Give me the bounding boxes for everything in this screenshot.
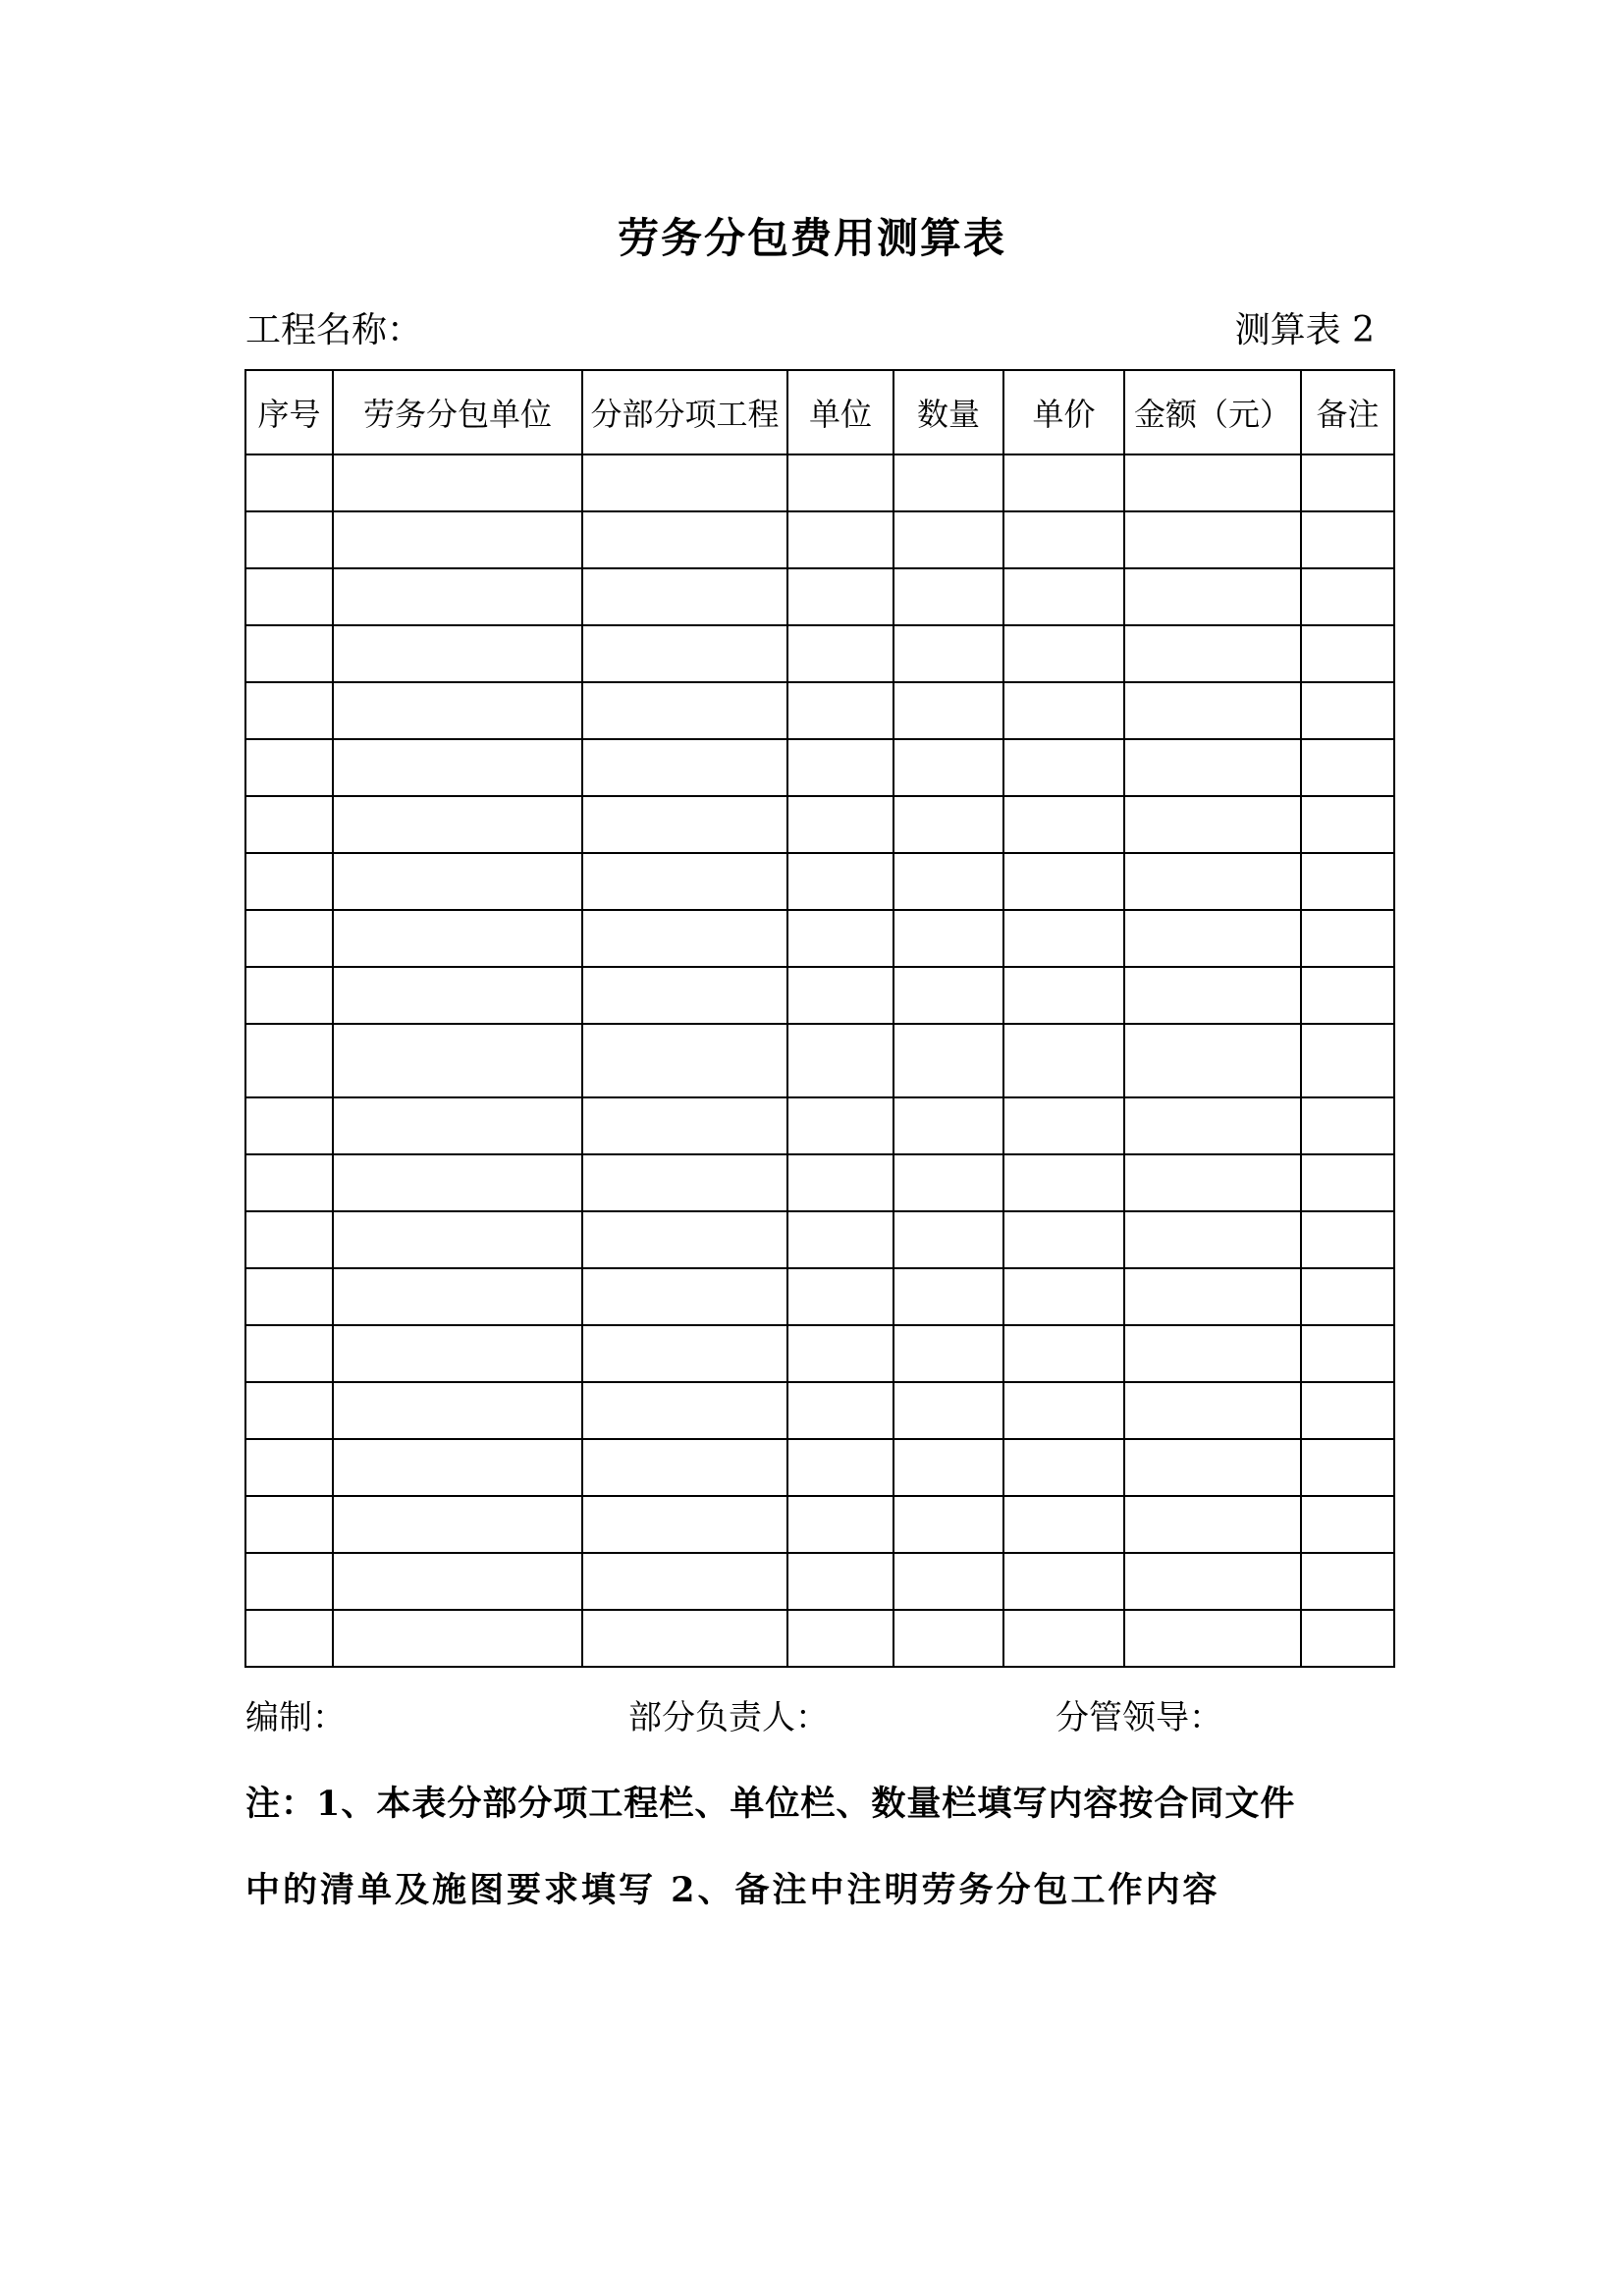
cell-subcontractor xyxy=(333,454,582,511)
cell-unit-price xyxy=(1003,1211,1124,1268)
cell-serial xyxy=(245,1024,333,1097)
cell-serial xyxy=(245,511,333,568)
cell-unit xyxy=(787,1097,893,1154)
cell-amount xyxy=(1124,682,1301,739)
cell-work-item xyxy=(582,625,787,682)
cell-unit-price xyxy=(1003,511,1124,568)
cell-amount xyxy=(1124,910,1301,967)
header-unit: 单位 xyxy=(787,370,893,454)
cell-work-item xyxy=(582,1268,787,1325)
cell-unit-price xyxy=(1003,796,1124,853)
cell-work-item xyxy=(582,454,787,511)
cell-remarks xyxy=(1301,454,1394,511)
cell-unit xyxy=(787,511,893,568)
cell-amount xyxy=(1124,1610,1301,1667)
cell-quantity xyxy=(893,1382,1003,1439)
cell-amount xyxy=(1124,454,1301,511)
cell-unit xyxy=(787,1496,893,1553)
cell-quantity xyxy=(893,1439,1003,1496)
cell-quantity xyxy=(893,910,1003,967)
table-row xyxy=(245,625,1394,682)
cell-serial xyxy=(245,1496,333,1553)
cell-remarks xyxy=(1301,1553,1394,1610)
cell-subcontractor xyxy=(333,1610,582,1667)
cell-amount xyxy=(1124,511,1301,568)
cell-unit-price xyxy=(1003,1496,1124,1553)
cell-remarks xyxy=(1301,1496,1394,1553)
cell-serial xyxy=(245,1211,333,1268)
header-amount: 金额（元） xyxy=(1124,370,1301,454)
table-row xyxy=(245,1610,1394,1667)
cell-unit xyxy=(787,796,893,853)
cell-unit xyxy=(787,1154,893,1211)
cell-serial xyxy=(245,739,333,796)
cell-remarks xyxy=(1301,739,1394,796)
cell-subcontractor xyxy=(333,1496,582,1553)
table-header-row xyxy=(245,370,1394,454)
table-row xyxy=(245,511,1394,568)
cell-amount xyxy=(1124,1553,1301,1610)
cell-serial xyxy=(245,454,333,511)
cell-unit-price xyxy=(1003,1382,1124,1439)
cell-subcontractor xyxy=(333,1211,582,1268)
cell-unit xyxy=(787,568,893,625)
cell-unit-price xyxy=(1003,1024,1124,1097)
cell-work-item xyxy=(582,1211,787,1268)
cell-serial xyxy=(245,1382,333,1439)
cell-work-item xyxy=(582,511,787,568)
cell-quantity xyxy=(893,853,1003,910)
table-row xyxy=(245,1553,1394,1610)
cell-amount xyxy=(1124,1325,1301,1382)
cell-amount xyxy=(1124,625,1301,682)
table-row xyxy=(245,1382,1394,1439)
cell-subcontractor xyxy=(333,568,582,625)
table-row xyxy=(245,1154,1394,1211)
cell-work-item xyxy=(582,853,787,910)
cell-quantity xyxy=(893,568,1003,625)
cell-quantity xyxy=(893,1097,1003,1154)
cell-remarks xyxy=(1301,853,1394,910)
cell-quantity xyxy=(893,1211,1003,1268)
page-title: 劳务分包费用测算表 xyxy=(617,214,1006,262)
cell-subcontractor xyxy=(333,511,582,568)
cell-quantity xyxy=(893,682,1003,739)
cell-serial xyxy=(245,853,333,910)
header-subcontractor: 劳务分包单位 xyxy=(333,370,582,454)
cell-remarks xyxy=(1301,568,1394,625)
cell-quantity xyxy=(893,739,1003,796)
cell-unit xyxy=(787,1325,893,1382)
cell-quantity xyxy=(893,1268,1003,1325)
cell-unit-price xyxy=(1003,1553,1124,1610)
cell-serial xyxy=(245,1097,333,1154)
table-row xyxy=(245,1097,1394,1154)
cell-subcontractor xyxy=(333,1325,582,1382)
header-unit-price: 单价 xyxy=(1003,370,1124,454)
cell-unit xyxy=(787,1268,893,1325)
cell-unit xyxy=(787,967,893,1024)
cell-quantity xyxy=(893,511,1003,568)
cell-amount xyxy=(1124,853,1301,910)
table-row xyxy=(245,910,1394,967)
cell-unit xyxy=(787,910,893,967)
cell-remarks xyxy=(1301,1154,1394,1211)
table-row xyxy=(245,1325,1394,1382)
cell-amount xyxy=(1124,967,1301,1024)
cost-estimate-table xyxy=(244,369,1395,1668)
cell-serial xyxy=(245,796,333,853)
cell-unit-price xyxy=(1003,1268,1124,1325)
cell-unit-price xyxy=(1003,910,1124,967)
cell-work-item xyxy=(582,739,787,796)
cell-amount xyxy=(1124,1439,1301,1496)
cell-unit xyxy=(787,739,893,796)
cell-amount xyxy=(1124,1496,1301,1553)
cell-quantity xyxy=(893,1496,1003,1553)
cell-amount xyxy=(1124,1268,1301,1325)
note-line-2: 中的清单及施图要求填写 2、备注中注明劳务分包工作内容 xyxy=(245,1870,1220,1910)
cell-quantity xyxy=(893,1024,1003,1097)
cell-subcontractor xyxy=(333,910,582,967)
cell-subcontractor xyxy=(333,853,582,910)
header-quantity: 数量 xyxy=(893,370,1003,454)
table-row xyxy=(245,1496,1394,1553)
cell-subcontractor xyxy=(333,625,582,682)
table-body xyxy=(245,454,1394,1667)
cell-remarks xyxy=(1301,1382,1394,1439)
table-row xyxy=(245,1211,1394,1268)
cell-serial xyxy=(245,1268,333,1325)
cell-subcontractor xyxy=(333,967,582,1024)
cell-subcontractor xyxy=(333,1553,582,1610)
cell-work-item xyxy=(582,910,787,967)
cell-unit-price xyxy=(1003,739,1124,796)
department-head-label: 部分负责人： xyxy=(628,1698,829,1737)
project-name-label: 工程名称： xyxy=(245,310,423,350)
cell-work-item xyxy=(582,682,787,739)
cell-work-item xyxy=(582,1024,787,1097)
cell-work-item xyxy=(582,1154,787,1211)
table-row xyxy=(245,796,1394,853)
cell-unit xyxy=(787,1382,893,1439)
cell-quantity xyxy=(893,796,1003,853)
header-serial: 序号 xyxy=(245,370,333,454)
cell-amount xyxy=(1124,1024,1301,1097)
cell-serial xyxy=(245,568,333,625)
cell-unit-price xyxy=(1003,1097,1124,1154)
cell-work-item xyxy=(582,1382,787,1439)
table-row xyxy=(245,739,1394,796)
cell-unit-price xyxy=(1003,625,1124,682)
cell-remarks xyxy=(1301,625,1394,682)
cell-unit xyxy=(787,682,893,739)
sheet-number-label: 测算表 2 xyxy=(1234,310,1375,350)
cell-amount xyxy=(1124,796,1301,853)
cell-quantity xyxy=(893,454,1003,511)
cell-unit-price xyxy=(1003,1154,1124,1211)
cell-remarks xyxy=(1301,1024,1394,1097)
cell-remarks xyxy=(1301,1439,1394,1496)
cell-subcontractor xyxy=(333,796,582,853)
supervising-leader-label: 分管领导： xyxy=(1056,1698,1222,1737)
table-row xyxy=(245,682,1394,739)
cell-remarks xyxy=(1301,1211,1394,1268)
cell-amount xyxy=(1124,568,1301,625)
cell-unit-price xyxy=(1003,568,1124,625)
table-row xyxy=(245,967,1394,1024)
cell-remarks xyxy=(1301,1097,1394,1154)
cell-quantity xyxy=(893,1553,1003,1610)
cell-quantity xyxy=(893,1610,1003,1667)
header-work-item: 分部分项工程 xyxy=(582,370,787,454)
cell-quantity xyxy=(893,1325,1003,1382)
cell-work-item xyxy=(582,1553,787,1610)
cell-work-item xyxy=(582,796,787,853)
table-row xyxy=(245,1439,1394,1496)
cell-subcontractor xyxy=(333,1268,582,1325)
compiler-label: 编制： xyxy=(245,1698,346,1737)
cell-unit xyxy=(787,1024,893,1097)
cell-unit-price xyxy=(1003,853,1124,910)
cell-work-item xyxy=(582,1496,787,1553)
cell-unit-price xyxy=(1003,1439,1124,1496)
table-row xyxy=(245,454,1394,511)
cell-work-item xyxy=(582,1439,787,1496)
cell-unit xyxy=(787,1439,893,1496)
cell-work-item xyxy=(582,967,787,1024)
header-remarks: 备注 xyxy=(1301,370,1394,454)
note-line-1: 注：1、本表分部分项工程栏、单位栏、数量栏填写内容按合同文件 xyxy=(245,1784,1296,1824)
cell-quantity xyxy=(893,1154,1003,1211)
cell-serial xyxy=(245,1325,333,1382)
cell-unit-price xyxy=(1003,1325,1124,1382)
cell-unit-price xyxy=(1003,967,1124,1024)
cell-serial xyxy=(245,1154,333,1211)
cell-serial xyxy=(245,1439,333,1496)
cell-serial xyxy=(245,1610,333,1667)
cell-unit xyxy=(787,853,893,910)
cell-remarks xyxy=(1301,1268,1394,1325)
cell-serial xyxy=(245,1553,333,1610)
cell-amount xyxy=(1124,1097,1301,1154)
cell-remarks xyxy=(1301,1325,1394,1382)
cell-amount xyxy=(1124,739,1301,796)
cell-subcontractor xyxy=(333,1382,582,1439)
cell-quantity xyxy=(893,625,1003,682)
cell-unit xyxy=(787,1610,893,1667)
cell-work-item xyxy=(582,1610,787,1667)
cell-serial xyxy=(245,910,333,967)
cell-subcontractor xyxy=(333,1154,582,1211)
cell-work-item xyxy=(582,1097,787,1154)
cell-amount xyxy=(1124,1382,1301,1439)
cell-remarks xyxy=(1301,910,1394,967)
cell-remarks xyxy=(1301,682,1394,739)
table-row xyxy=(245,1024,1394,1097)
cell-subcontractor xyxy=(333,739,582,796)
cell-work-item xyxy=(582,568,787,625)
cell-remarks xyxy=(1301,796,1394,853)
cell-unit-price xyxy=(1003,682,1124,739)
cell-unit-price xyxy=(1003,1610,1124,1667)
table-row xyxy=(245,1268,1394,1325)
cell-serial xyxy=(245,682,333,739)
cell-work-item xyxy=(582,1325,787,1382)
cell-serial xyxy=(245,625,333,682)
cell-unit xyxy=(787,454,893,511)
cell-unit xyxy=(787,1211,893,1268)
cell-remarks xyxy=(1301,1610,1394,1667)
cell-subcontractor xyxy=(333,1024,582,1097)
cell-subcontractor xyxy=(333,1097,582,1154)
cell-unit xyxy=(787,1553,893,1610)
cell-remarks xyxy=(1301,967,1394,1024)
table-row xyxy=(245,853,1394,910)
cell-unit xyxy=(787,625,893,682)
cell-subcontractor xyxy=(333,682,582,739)
cell-unit-price xyxy=(1003,454,1124,511)
cell-subcontractor xyxy=(333,1439,582,1496)
cell-amount xyxy=(1124,1211,1301,1268)
cell-serial xyxy=(245,967,333,1024)
cell-quantity xyxy=(893,967,1003,1024)
table-row xyxy=(245,568,1394,625)
cell-amount xyxy=(1124,1154,1301,1211)
cell-remarks xyxy=(1301,511,1394,568)
